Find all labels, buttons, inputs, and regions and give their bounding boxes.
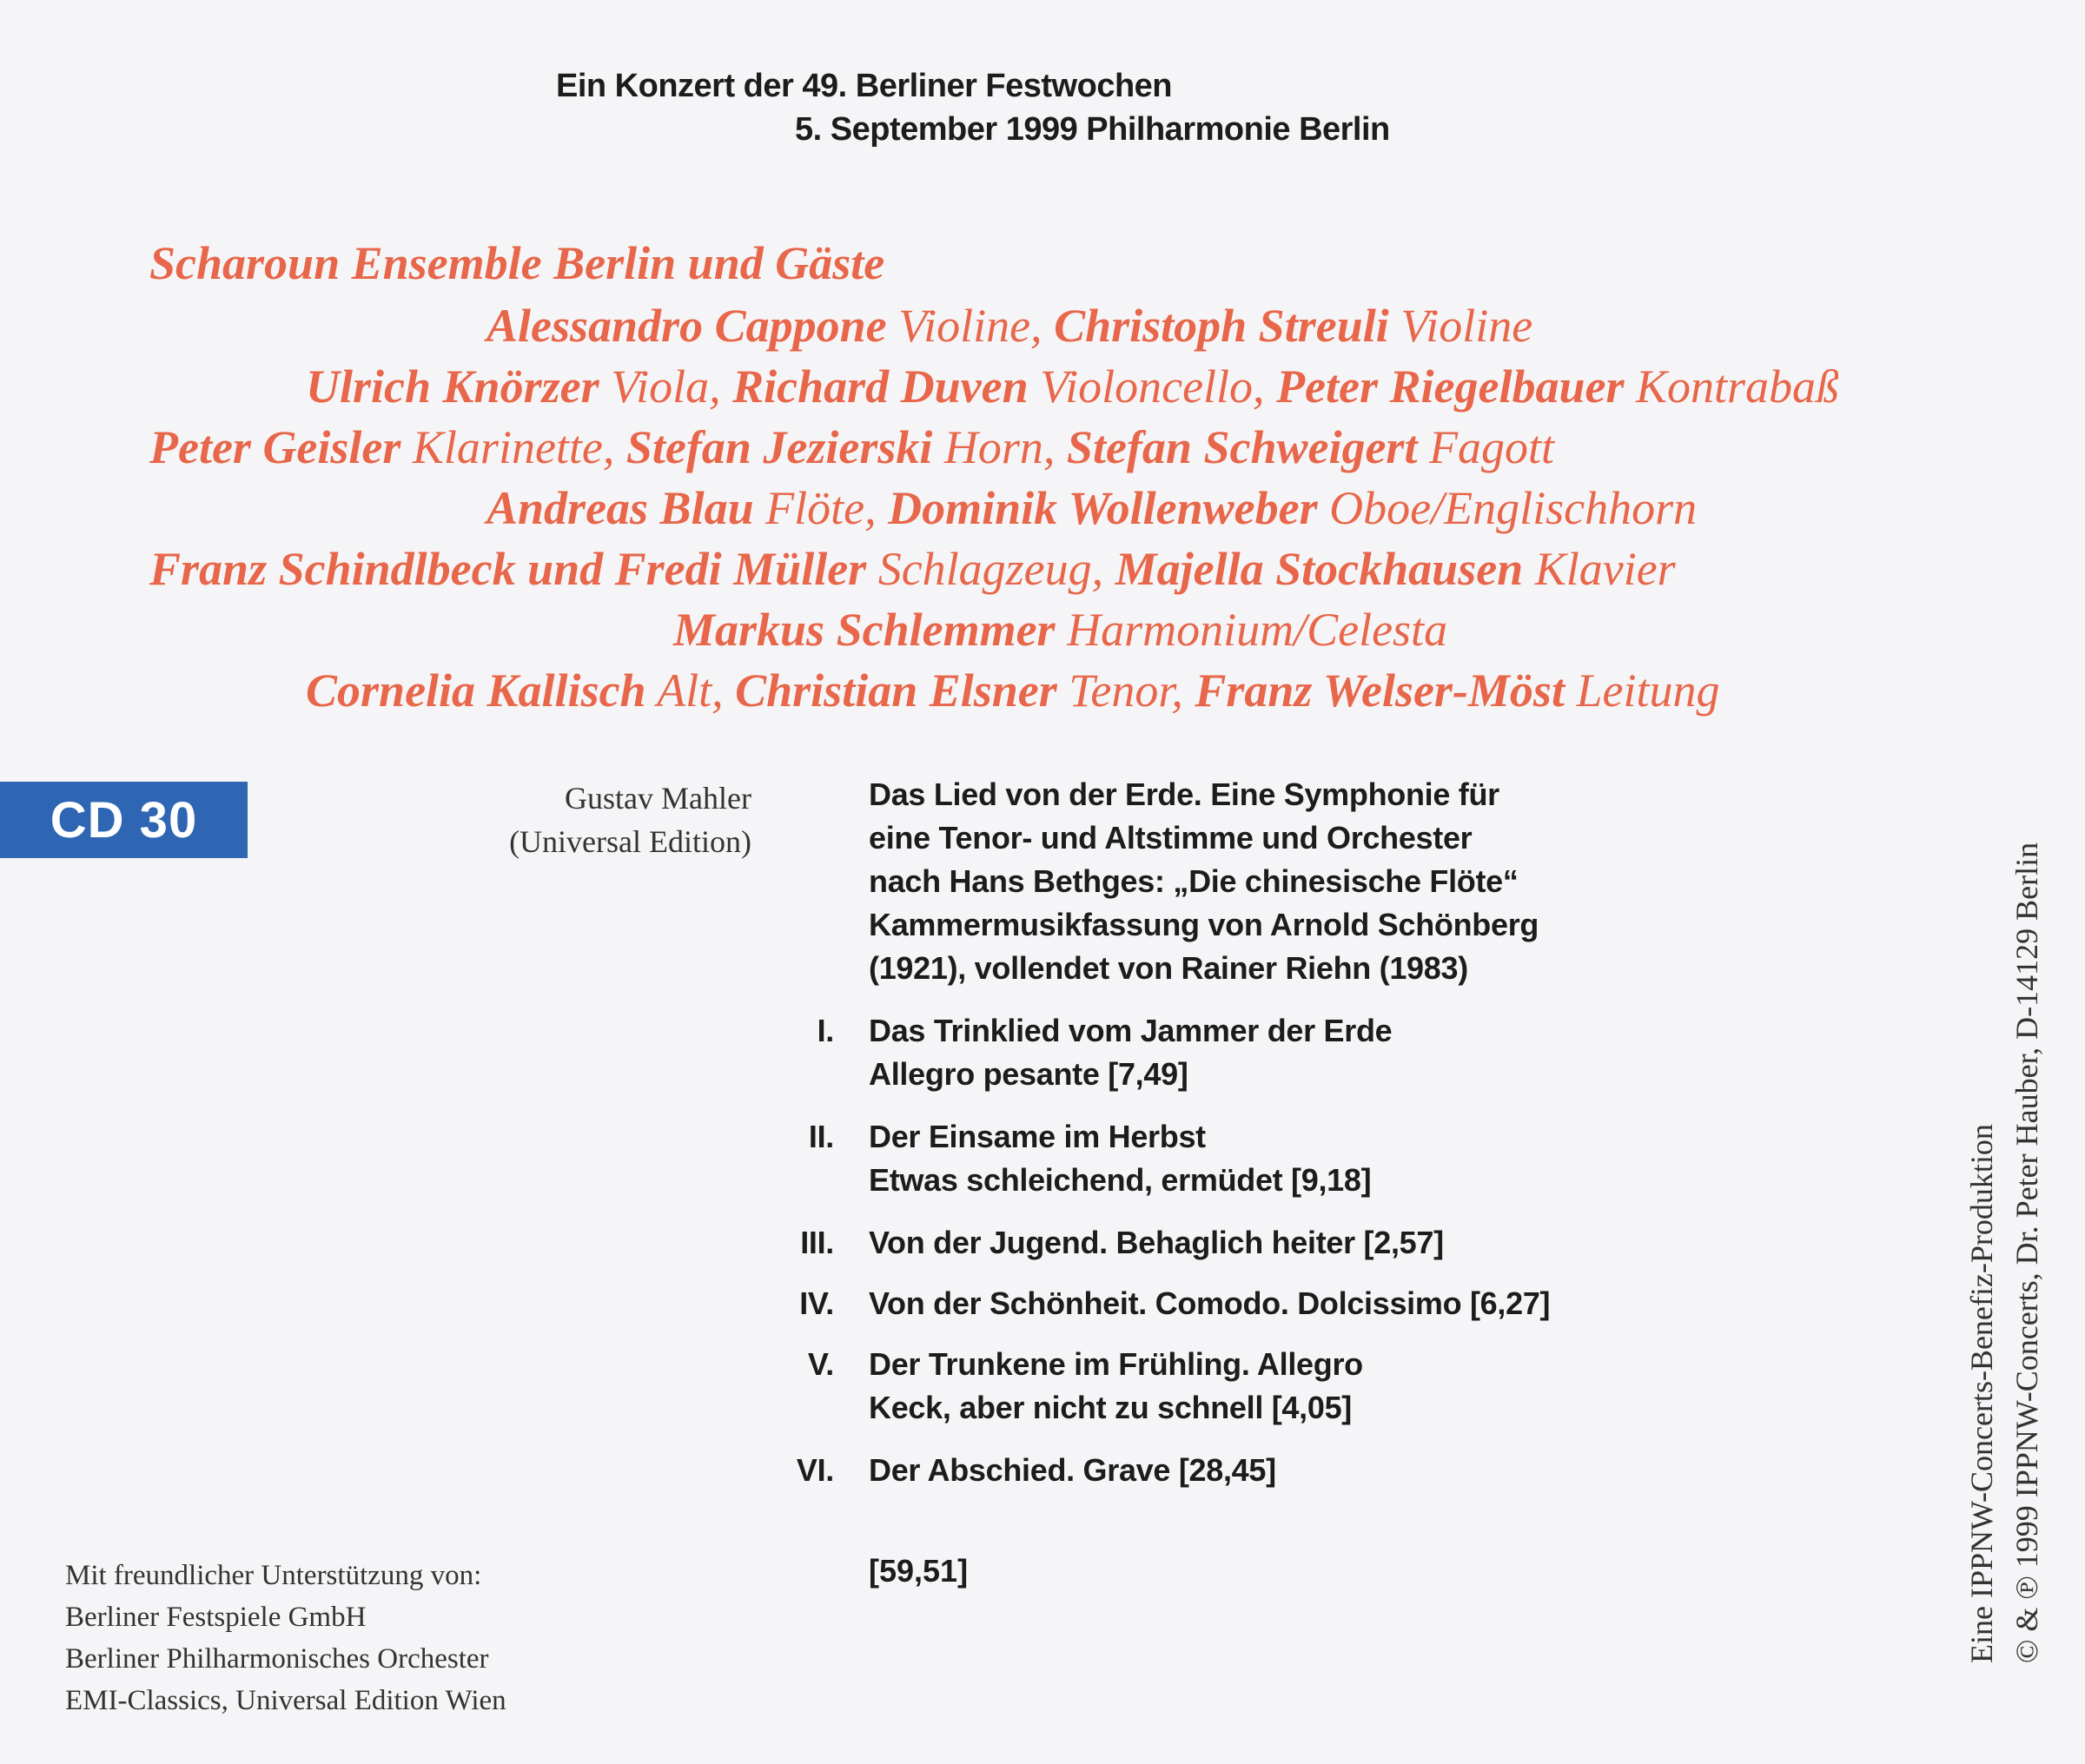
performer-role: Klavier <box>1523 543 1676 595</box>
work-title <box>869 773 1539 990</box>
acknowledgement-line: Mit freundlicher Unterstützung von: <box>65 1560 482 1591</box>
performer-role: Violine <box>1388 300 1533 352</box>
ensemble-line-1 <box>486 299 1532 353</box>
movement-number: III. <box>800 1225 834 1260</box>
movement-tempo: Etwas schleichend, ermüdet [9,18] <box>869 1162 1372 1198</box>
performer-name: Ulrich Knörzer <box>306 360 599 413</box>
performer-role: Schlagzeug, <box>866 543 1115 595</box>
performer-name: Dominik Wollenweber <box>888 482 1318 534</box>
performer-role: Leitung <box>1564 664 1720 717</box>
ensemble-title-text: Scharoun Ensemble Berlin und Gäste <box>149 237 885 289</box>
acknowledgement-line: Berliner Festspiele GmbH <box>65 1602 367 1633</box>
performer-name: Cornelia Kallisch <box>306 664 646 717</box>
performer-name: Peter Geisler <box>149 421 401 473</box>
performer-role: Tenor, <box>1056 664 1195 717</box>
performer-name: Franz Welser-Möst <box>1195 664 1565 717</box>
performer-name: Stefan Schweigert <box>1066 421 1418 473</box>
performer-role: Horn, <box>932 421 1067 473</box>
performer-name: Richard Duven <box>732 360 1029 413</box>
movement-number: V. <box>807 1346 834 1382</box>
performer-name: Christian Elsner <box>735 664 1057 717</box>
composer-block <box>509 776 751 863</box>
cd-number-badge: CD 30 <box>0 782 248 858</box>
work-title-line: nach Hans Bethges: „Die chinesische Flöte“ <box>869 863 1519 899</box>
movement-number: VI. <box>796 1452 834 1488</box>
performer-role: Violoncello, <box>1028 360 1277 413</box>
performer-role: Kontrabaß <box>1624 360 1840 413</box>
performer-name: Markus Schlemmer <box>673 604 1056 656</box>
performer-role: Oboe/Englischhorn <box>1317 482 1698 534</box>
performer-role: Flöte, <box>753 482 889 534</box>
ensemble-title <box>149 236 884 290</box>
performer-name: Christoph Streuli <box>1054 300 1389 352</box>
total-duration: [59,51] <box>869 1553 969 1589</box>
ensemble-line-7 <box>306 664 1719 717</box>
work-title-line: Das Lied von der Erde. Eine Symphonie für <box>869 776 1499 812</box>
movement-title: Der Trunkene im Frühling. Allegro <box>869 1346 1363 1382</box>
ensemble-line-6 <box>673 603 1447 657</box>
movement-title: Der Abschied. Grave [28,45] <box>869 1452 1276 1488</box>
performer-role: Harmonium/Celesta <box>1055 604 1448 656</box>
copyright-notice: © & ℗ 1999 IPPNW-Concerts, Dr. Peter Hauber, D-14129 Berlin <box>2009 842 2044 1663</box>
movement-title: Das Trinklied vom Jammer der Erde <box>869 1013 1393 1048</box>
ensemble-line-3 <box>149 420 1554 474</box>
ensemble-line-5 <box>149 542 1676 596</box>
performer-role: Violine, <box>886 300 1055 352</box>
production-credit: Eine IPPNW-Concerts-Benefiz-Produktion <box>1964 1124 1999 1663</box>
work-title-line: eine Tenor- und Altstimme und Orchester <box>869 820 1473 856</box>
acknowledgement-line: Berliner Philharmonisches Orchester <box>65 1643 489 1675</box>
movement-number: IV. <box>799 1285 834 1321</box>
movement-title: Von der Jugend. Behaglich heiter [2,57] <box>869 1225 1444 1260</box>
performer-role: Viola, <box>599 360 733 413</box>
movement-number: II. <box>808 1119 834 1154</box>
movement-title: Der Einsame im Herbst <box>869 1119 1206 1154</box>
work-title-line: Kammermusikfassung von Arnold Schönberg <box>869 907 1539 942</box>
performer-role: Alt, <box>645 664 736 717</box>
performer-name: Andreas Blau <box>486 482 754 534</box>
performer-name: Franz Schindlbeck und Fredi Müller <box>149 543 867 595</box>
performer-name: Peter Riegelbauer <box>1276 360 1625 413</box>
header-line-1: Ein Konzert der 49. Berliner Festwochen <box>556 68 1173 104</box>
movement-tempo: Keck, aber nicht zu schnell [4,05] <box>869 1390 1352 1425</box>
movement-tempo: Allegro pesante [7,49] <box>869 1056 1188 1092</box>
performer-role: Klarinette, <box>400 421 626 473</box>
performer-name: Stefan Jezierski <box>626 421 933 473</box>
header-line-2: 5. September 1999 Philharmonie Berlin <box>795 111 1390 148</box>
publisher-name: (Universal Edition) <box>509 824 751 859</box>
work-title-line: (1921), vollendet von Rainer Riehn (1983) <box>869 950 1468 986</box>
ensemble-line-4 <box>486 481 1697 535</box>
ensemble-line-2 <box>306 360 1839 413</box>
acknowledgement-line: EMI-Classics, Universal Edition Wien <box>65 1685 506 1716</box>
composer-name: Gustav Mahler <box>565 781 751 816</box>
performer-name: Majella Stockhausen <box>1115 543 1524 595</box>
movement-title: Von der Schönheit. Comodo. Dolcissimo [6,27] <box>869 1285 1551 1321</box>
performer-name: Alessandro Cappone <box>486 300 887 352</box>
movement-number: I. <box>817 1013 834 1048</box>
acknowledgements <box>65 1555 506 1721</box>
performer-role: Fagott <box>1417 421 1554 473</box>
